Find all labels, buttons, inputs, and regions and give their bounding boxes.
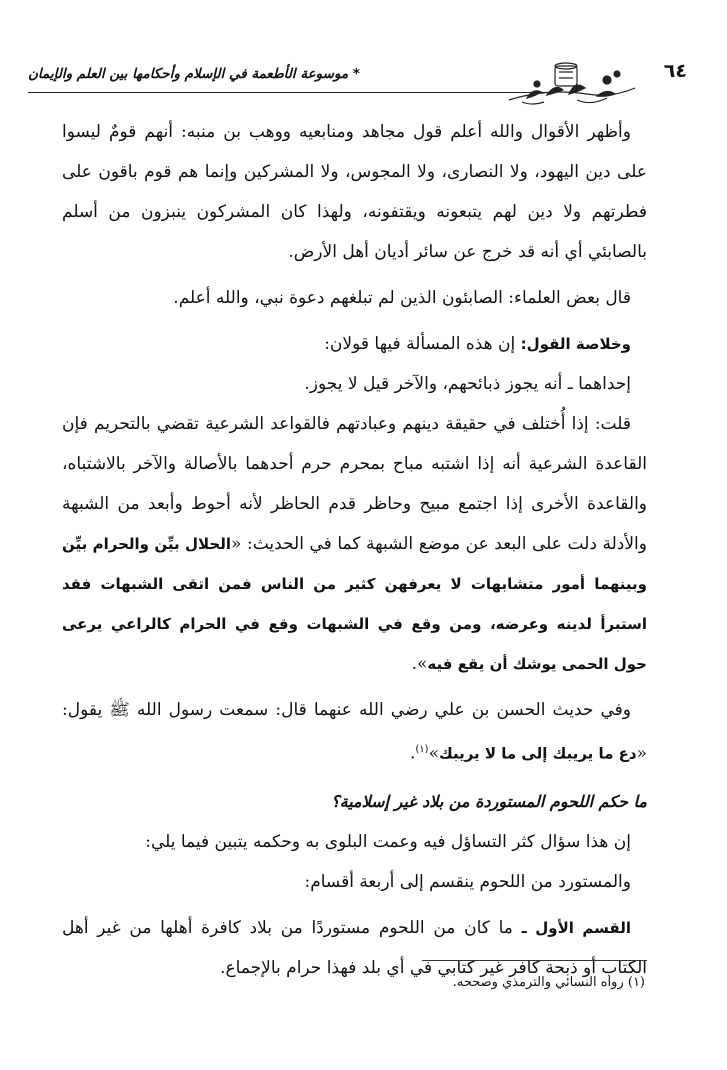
main-text [62,112,647,988]
floral-ornament-icon [507,58,637,108]
paragraph-8: والمستورد من اللحوم ينقسم إلى أربعة أقسام: [304,871,631,892]
footnote: (١) رواه النسائي والترمذي وصححه. [452,975,645,990]
paragraph-6-text: وفي حديث الحسن بن علي رضي الله عنهما قال: سمعت رسول الله ﷺ يقول: « [62,700,647,764]
paragraph-4: إحداهما ـ أنه يجوز ذبائحهم، والآخر قيل لا يجوز. [304,374,631,394]
page-header [28,58,687,110]
first-section-text: ما كان من اللحوم مستوردًا من بلاد كافرة أهلها من غير أهل الكتاب أو ذبحة كافر غير كتابي في أي بلد فهذا حرام بالإجماع. [62,917,647,978]
header-rule [28,92,548,93]
hadith-halal-quote: الحلال بيِّن والحرام بيِّن وبينهما أمور متشابهات لا يعرفهن كثير من الناس فمن اتقى الشبهات فقد استبرأ لدينه وعرضه، ومن وقع في الشبهات وقع في الحرام كالراعي يرعى حول الحمى يوشك أن يقع فيه [62,535,647,673]
footnote-marker: (١) [415,744,429,755]
page-number: ٦٤ [663,60,687,82]
first-section-lead: القسم الأول ـ [521,918,631,937]
paragraph-6: وفي حديث الحسن بن علي رضي الله عنهما قال: سمعت رسول الله ﷺ يقول: «دع ما يريبك إلى ما لا يريبك»$^{(١)}$. [62,700,647,764]
paragraph-5 [62,404,647,684]
paragraph-2: قال بعض العلماء: الصابئون الذين لم تبلغهم دعوة نبي، والله أعلم. [173,288,631,308]
hadith-da-ma-yaribuk-quote: دع ما يريبك إلى ما لا يريبك [438,744,637,763]
paragraph-6-end: » [428,743,439,764]
conclusion-text: إن هذه المسألة فيها قولان: [324,334,521,354]
section-heading: ما حكم اللحوم المستوردة من بلاد غير إسلامية؟ [331,791,647,811]
paragraph-1: وأظهر الأقوال والله أعلم قول مجاهد ومنابعيه ووهب بن منبه: أنهم قومٌ ليسوا على دين اليهود، ولا النصارى، ولا المجوس، ولا المشركين وإنما هم قوم باقون على فطرتهم ولا دين لهم يتبعونه ويقتفونه، ولهذا كان المشركون ينبزون من أسلم بالصابئي أي أنه قد خرج عن سائر أديان أهل الأرض. [62,122,647,262]
conclusion-lead: وخلاصة القول: [520,335,631,353]
paragraph-3 [62,324,647,364]
paragraph-5-end: ». [411,654,428,674]
paragraph-5-text: قلت: إذا أُختلف في حقيقة دينهم وعبادتهم فالقواعد الشرعية تقضي بالتحريم فإن القاعدة الشرعية أنه إذا اشتبه مباح بمحرم حرم أحدهما بالأصالة والآخر بالاشتباه، والقاعدة الأخرى إذا اجتمع مبيح وحاظر قدم الحاظر لأنه أحوط وأبعد من الشبهة والأدلة دلت على البعد عن موضع الشبهة كما في الحديث: « [62,414,647,554]
running-title: * موسوعة الأطعمة في الإسلام وأحكامها بين العلم والإيمان [28,66,360,82]
paragraph-7: إن هذا سؤال كثر التساؤل فيه وعمت البلوى به وحكمه يتبين فيما يلي: [145,831,631,852]
footnote-divider [422,960,647,961]
